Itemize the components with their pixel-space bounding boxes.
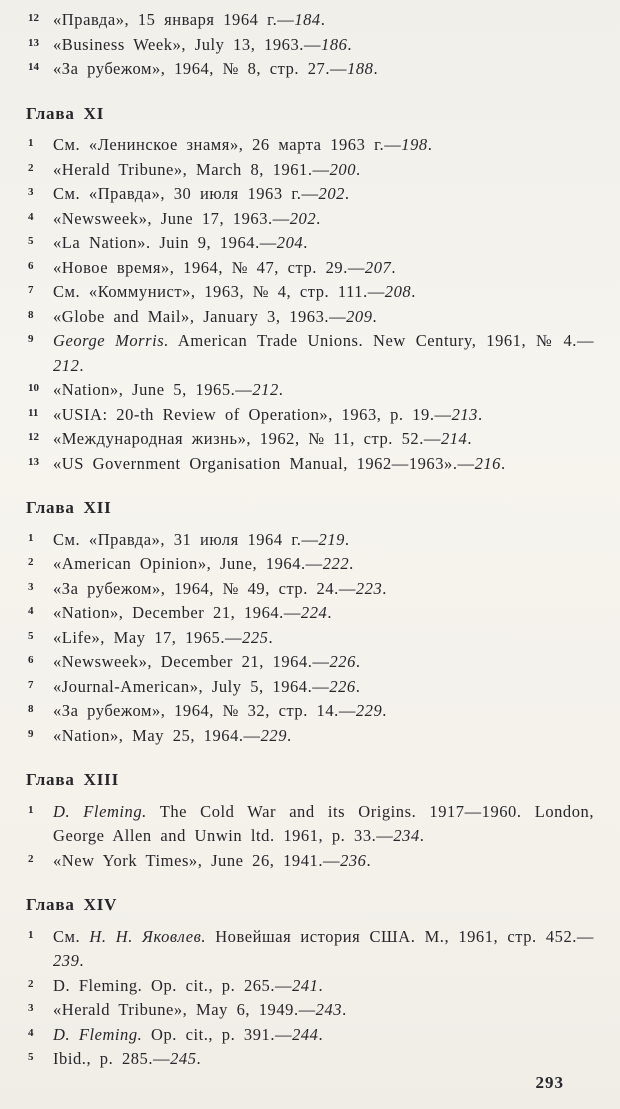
footnote-entry xyxy=(26,601,594,626)
footnote-number: 12 xyxy=(28,431,39,443)
footnote-entry xyxy=(26,280,594,305)
footnote-text: «Nation», December 21, 1964.—224. xyxy=(53,603,332,622)
footnote-text: D. Fleming. The Cold War and its Origins. 1917—1960. London, George Allen and Unwin ltd. 1961, p. 33.—234. xyxy=(53,801,594,845)
footnote-number: 4 xyxy=(28,605,34,617)
endnotes-list xyxy=(26,8,594,1072)
footnote-number: 3 xyxy=(28,580,34,593)
chapter-heading: Глава XI xyxy=(26,103,105,123)
footnote-entry xyxy=(26,528,594,553)
footnote-number: 9 xyxy=(28,727,34,740)
footnote-entry xyxy=(26,626,594,651)
footnote-entry xyxy=(26,427,594,452)
footnote-text: «Herald Tribune», May 6, 1949.—243. xyxy=(53,1000,347,1019)
footnote-text: «За рубежом», 1964, № 32, стр. 14.—229. xyxy=(53,701,387,720)
chapter-heading: Глава XII xyxy=(26,498,112,517)
footnote-number: 3 xyxy=(28,186,34,198)
chapter-section xyxy=(26,768,594,873)
footnote-entry xyxy=(26,800,594,849)
footnote-entry xyxy=(26,1023,594,1048)
footnote-number: 2 xyxy=(28,161,34,174)
footnote-entry xyxy=(26,33,594,58)
footnote-number: 4 xyxy=(28,1026,34,1039)
footnote-text: D. Fleming. Op. cit., p. 391.—244. xyxy=(53,1024,324,1044)
footnote-number: 1 xyxy=(28,531,34,544)
footnote-number: 5 xyxy=(28,629,34,642)
footnote-number: 6 xyxy=(28,654,34,666)
footnote-entry xyxy=(26,133,594,158)
footnote-text: «Правда», 15 января 1964 г.—184. xyxy=(53,10,326,29)
footnote-entry xyxy=(26,675,594,700)
footnote-text: «La Nation». Juin 9, 1964.—204. xyxy=(53,233,308,252)
footnote-entry xyxy=(26,974,594,999)
footnote-text: Ibid., p. 285.—245. xyxy=(53,1049,202,1068)
footnote-text: См. «Коммунист», 1963, № 4, стр. 111.—208. xyxy=(53,282,416,301)
footnote-entry xyxy=(26,650,594,675)
footnote-text: «Newsweek», June 17, 1963.—202. xyxy=(53,208,321,228)
chapter-heading: Глава XIII xyxy=(26,770,119,789)
footnote-entry xyxy=(26,182,594,207)
chapter-section xyxy=(26,496,594,748)
footnote-text: D. Fleming. Op. cit., p. 265.—241. xyxy=(53,975,324,995)
footnote-entry xyxy=(26,158,594,183)
footnote-entry xyxy=(26,231,594,256)
footnote-number: 6 xyxy=(28,259,34,272)
footnote-entry xyxy=(26,256,594,281)
footnote-number: 9 xyxy=(28,333,34,345)
chapter-section xyxy=(26,102,594,477)
footnote-entry xyxy=(26,724,594,749)
page-number: 293 xyxy=(535,1072,564,1092)
footnote-number: 4 xyxy=(28,210,34,223)
footnote-entry xyxy=(26,8,594,33)
footnote-number: 2 xyxy=(28,977,34,990)
footnote-text: «За рубежом», 1964, № 8, стр. 27.—188. xyxy=(53,59,379,78)
footnote-entry xyxy=(26,57,594,82)
footnote-number: 1 xyxy=(28,137,34,149)
footnote-entry xyxy=(26,329,594,378)
footnote-text: «Business Week», July 13, 1963.—186. xyxy=(53,34,353,54)
footnote-text: «Newsweek», December 21, 1964.—226. xyxy=(53,652,361,671)
footnote-text: См. «Правда», 30 июля 1963 г.—202. xyxy=(53,184,350,203)
footnote-text: «Herald Tribune», March 8, 1961.—200. xyxy=(53,159,361,179)
footnote-number: 11 xyxy=(28,406,39,419)
footnote-number: 7 xyxy=(28,678,34,691)
footnote-text: «US Government Organisation Manual, 1962—1963».—216. xyxy=(53,453,506,473)
footnote-text: См. Н. Н. Яковлев. Новейшая история США. М., 1961, стр. 452.—239. xyxy=(53,926,594,970)
footnote-text: См. «Правда», 31 июля 1964 г.—219. xyxy=(53,529,350,549)
footnote-entry xyxy=(26,207,594,232)
footnote-text: «Life», May 17, 1965.—225. xyxy=(53,627,274,647)
footnote-text: «Nation», June 5, 1965.—212. xyxy=(53,380,284,399)
footnote-entry xyxy=(26,378,594,403)
footnote-entry xyxy=(26,305,594,330)
footnote-text: «Globe and Mail», January 3, 1963.—209. xyxy=(53,306,378,326)
footnote-number: 5 xyxy=(28,1051,34,1063)
footnote-number: 10 xyxy=(28,382,39,394)
chapter-heading: Глава XIV xyxy=(26,895,118,914)
footnote-entry xyxy=(26,849,594,874)
footnote-number: 5 xyxy=(28,235,34,247)
footnote-text: «New York Times», June 26, 1941.—236. xyxy=(53,850,372,870)
footnote-text: «American Opinion», June, 1964.—222. xyxy=(53,554,354,573)
footnote-entry xyxy=(26,577,594,602)
footnote-entry xyxy=(26,925,594,974)
footnote-entry xyxy=(26,552,594,577)
footnote-text: «Journal-American», July 5, 1964.—226. xyxy=(53,676,361,696)
footnote-number: 2 xyxy=(28,852,34,865)
footnote-entry xyxy=(26,452,594,477)
footnote-number: 12 xyxy=(28,12,39,24)
footnote-text: «Nation», May 25, 1964.—229. xyxy=(53,725,292,745)
footnote-number: 8 xyxy=(28,703,34,715)
footnote-text: «За рубежом», 1964, № 49, стр. 24.—223. xyxy=(53,578,387,598)
chapter-section xyxy=(26,8,594,82)
footnote-number: 8 xyxy=(28,308,34,321)
footnote-text: См. «Ленинское знамя», 26 марта 1963 г.—198. xyxy=(53,135,433,154)
footnote-number: 2 xyxy=(28,556,34,568)
book-page xyxy=(26,8,594,1109)
footnote-number: 1 xyxy=(28,928,34,941)
footnote-entry xyxy=(26,403,594,428)
footnote-number: 7 xyxy=(28,284,34,296)
footnote-number: 13 xyxy=(28,455,39,468)
footnote-text: «Новое время», 1964, № 47, стр. 29.—207. xyxy=(53,257,397,277)
footnote-text: George Morris. American Trade Unions. New Century, 1961, № 4.—212. xyxy=(53,331,594,375)
footnote-number: 13 xyxy=(28,36,39,49)
footnote-number: 3 xyxy=(28,1002,34,1014)
footnote-number: 1 xyxy=(28,803,34,816)
footnote-text: «USIA: 20-th Review of Operation», 1963, p. 19.—213. xyxy=(53,404,483,424)
footnote-text: «Международная жизнь», 1962, № 11, стр. 52.—214. xyxy=(53,429,473,448)
footnote-number: 14 xyxy=(28,61,39,73)
footnote-entry xyxy=(26,998,594,1023)
chapter-section xyxy=(26,893,594,1072)
footnote-entry xyxy=(26,1047,594,1072)
footnote-entry xyxy=(26,699,594,724)
